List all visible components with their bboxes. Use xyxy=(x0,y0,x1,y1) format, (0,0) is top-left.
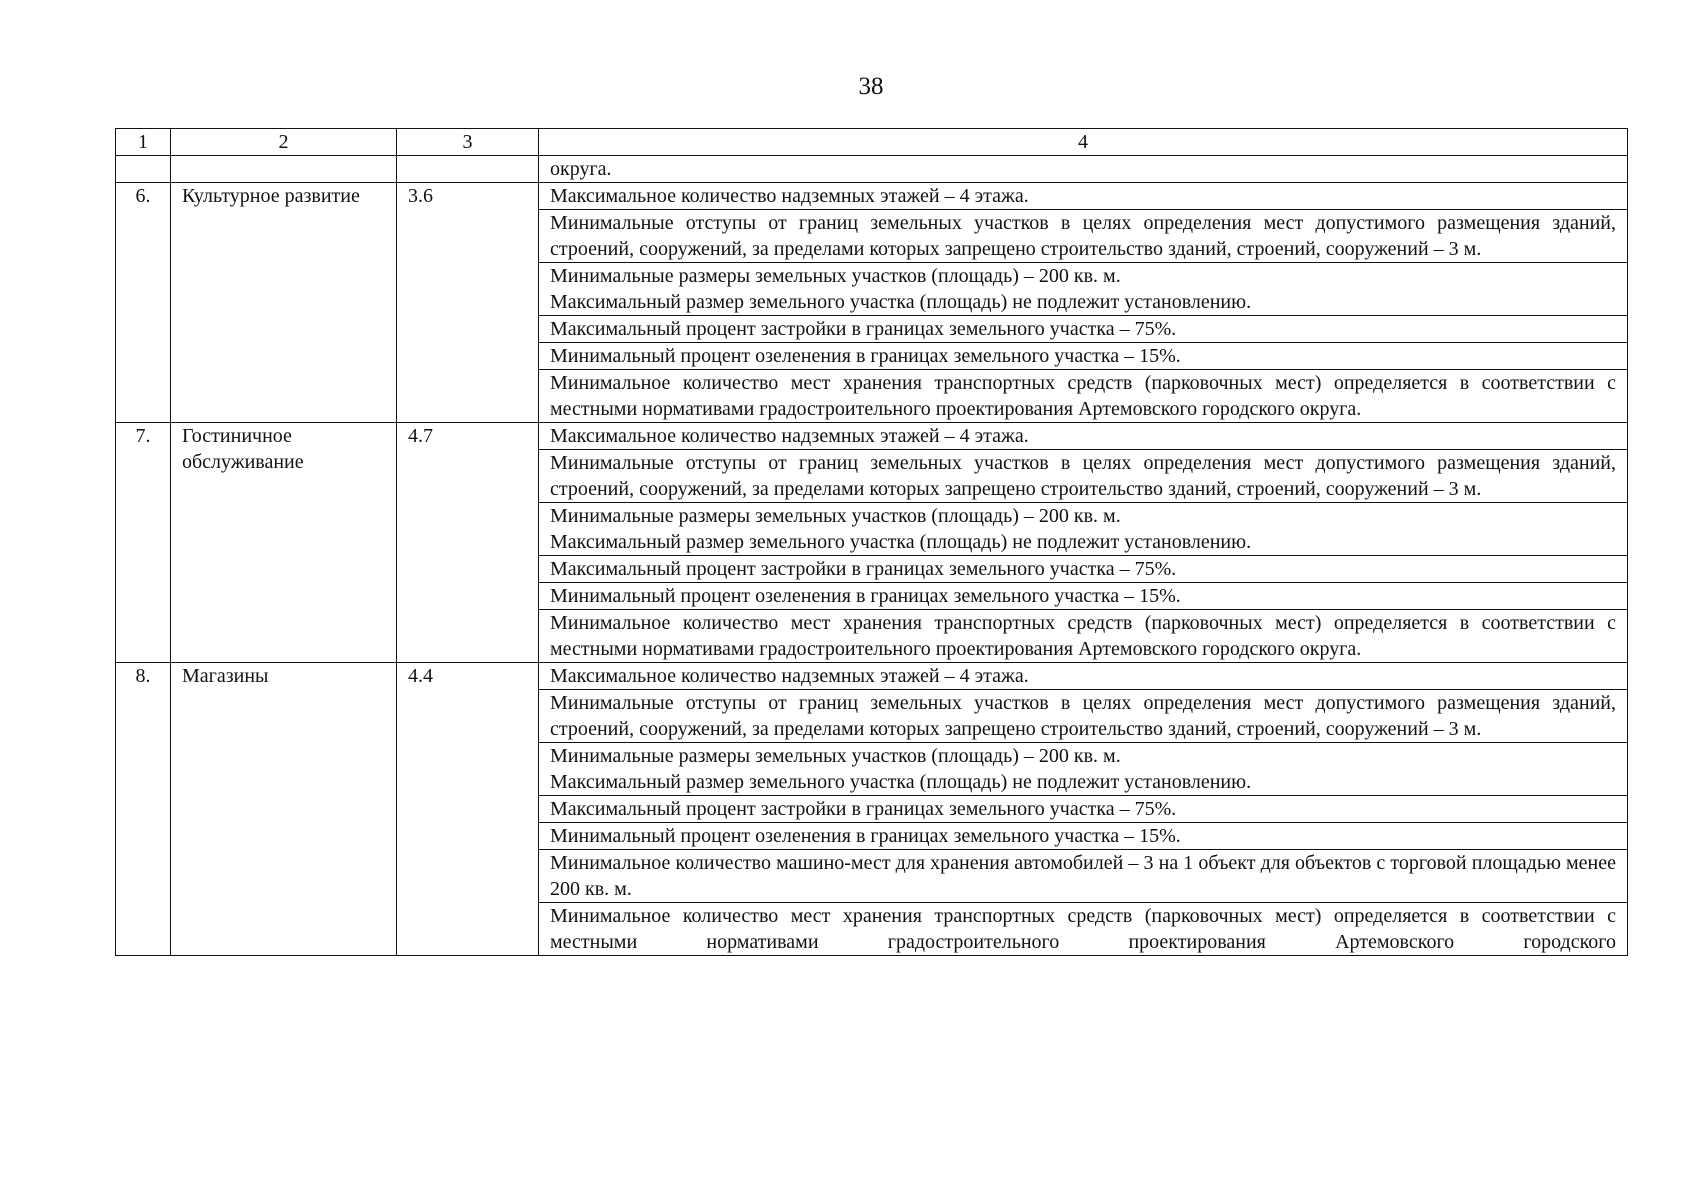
param-cell: Максимальное количество надземных этажей – 4 этажа. xyxy=(539,183,1628,210)
param-line: Минимальные размеры земельных участков (площадь) – 200 кв. м. xyxy=(550,745,1121,767)
param-line: Минимальные размеры земельных участков (площадь) – 200 кв. м. xyxy=(550,265,1121,287)
param-cell: Минимальный процент озеленения в границах земельного участка – 15%. xyxy=(539,583,1628,610)
param-line: Максимальный размер земельного участка (площадь) не подлежит установлению. xyxy=(550,771,1252,793)
row-number: 8. xyxy=(116,663,171,956)
use-type-name: Магазины xyxy=(171,663,397,956)
header-cell-3: 3 xyxy=(397,129,539,156)
param-cell: Минимальные отступы от границ земельных участков в целях определения мест допустимого размещения зданий, строений, сооружений, за пределами которых запрещено строительство зданий, строений, сооружений – 3 м. xyxy=(539,690,1628,743)
param-cell xyxy=(539,743,1628,796)
param-line: Максимальный размер земельного участка (площадь) не подлежит установлению. xyxy=(550,291,1252,313)
row-number: 7. xyxy=(116,423,171,663)
param-cell: Максимальный процент застройки в границах земельного участка – 75%. xyxy=(539,316,1628,343)
use-type-name: Культурное развитие xyxy=(171,183,397,423)
param-line: Максимальный размер земельного участка (площадь) не подлежит установлению. xyxy=(550,531,1252,553)
param-cell: Максимальный процент застройки в границах земельного участка – 75%. xyxy=(539,796,1628,823)
continuation-row xyxy=(116,156,1628,183)
param-cell: Минимальное количество мест хранения транспортных средств (парковочных мест) определяется в соответствии с местными нормативами градостроительного проектирования Артемовского городского округа. xyxy=(539,610,1628,663)
use-type-code: 3.6 xyxy=(397,183,539,423)
param-cell xyxy=(539,503,1628,556)
table-row xyxy=(116,663,1628,690)
use-type-code: 4.7 xyxy=(397,423,539,663)
param-cell: Минимальное количество мест хранения транспортных средств (парковочных мест) определяется в соответствии с местными нормативами градостроительного проектирования Артемовского городского округа. xyxy=(539,370,1628,423)
header-cell-1: 1 xyxy=(116,129,171,156)
empty-cell xyxy=(116,156,171,183)
param-cell: Минимальное количество машино-мест для хранения автомобилей – 3 на 1 объект для объектов с торговой площадью менее 200 кв. м. xyxy=(539,850,1628,903)
table-row xyxy=(116,423,1628,450)
row-number: 6. xyxy=(116,183,171,423)
param-cell: Максимальное количество надземных этажей – 4 этажа. xyxy=(539,663,1628,690)
header-cell-4: 4 xyxy=(539,129,1628,156)
param-cell: Минимальные отступы от границ земельных участков в целях определения мест допустимого размещения зданий, строений, сооружений, за пределами которых запрещено строительство зданий, строений, сооружений – 3 м. xyxy=(539,450,1628,503)
header-row xyxy=(116,129,1628,156)
param-cell: Минимальные отступы от границ земельных участков в целях определения мест допустимого размещения зданий, строений, сооружений, за пределами которых запрещено строительство зданий, строений, сооружений – 3 м. xyxy=(539,210,1628,263)
page-number: 38 xyxy=(858,73,884,100)
continuation-text: округа. xyxy=(539,156,1628,183)
header-cell-2: 2 xyxy=(171,129,397,156)
regulations-table xyxy=(115,128,1628,956)
param-cell: Максимальный процент застройки в границах земельного участка – 75%. xyxy=(539,556,1628,583)
param-line: Минимальные размеры земельных участков (площадь) – 200 кв. м. xyxy=(550,505,1121,527)
param-cell: Минимальный процент озеленения в границах земельного участка – 15%. xyxy=(539,343,1628,370)
empty-cell xyxy=(171,156,397,183)
empty-cell xyxy=(397,156,539,183)
use-type-code: 4.4 xyxy=(397,663,539,956)
param-cell: Минимальное количество мест хранения транспортных средств (парковочных мест) определяется в соответствии с местными нормативами градостроительного проектирования Артемовского городского xyxy=(539,903,1628,956)
table-row xyxy=(116,183,1628,210)
param-cell: Минимальный процент озеленения в границах земельного участка – 15%. xyxy=(539,823,1628,850)
param-cell: Максимальное количество надземных этажей – 4 этажа. xyxy=(539,423,1628,450)
param-cell xyxy=(539,263,1628,316)
use-type-name: Гостиничное обслуживание xyxy=(171,423,397,663)
